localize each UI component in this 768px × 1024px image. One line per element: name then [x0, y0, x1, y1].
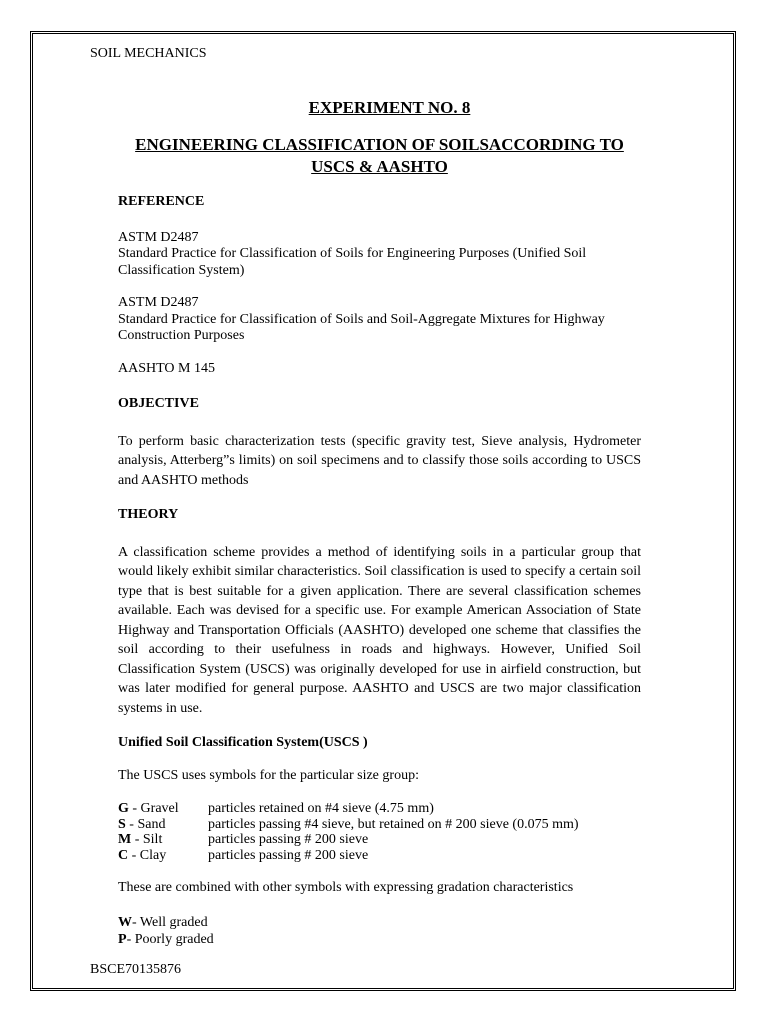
reference-heading: REFERENCE	[118, 194, 205, 209]
symbol-letter: M	[118, 832, 132, 847]
gradation-row	[118, 931, 641, 948]
symbol-name: - Sand	[125, 816, 166, 832]
symbol-row	[118, 832, 641, 848]
reference-desc: Standard Practice for Classification of Soils for Engineering Purposes (Unified Soil	[118, 246, 587, 261]
symbol-row	[118, 848, 641, 864]
uscs-intro: The USCS uses symbols for the particular size group:	[118, 767, 419, 783]
symbol-name: - Gravel	[128, 801, 179, 816]
gradation-name: - Well graded	[132, 914, 208, 930]
reference-code: ASTM D2487	[118, 229, 199, 245]
title-line-1: ENGINEERING CLASSIFICATION OF SOILSACCORDING TO	[135, 135, 624, 154]
gradation-row	[118, 914, 641, 931]
reference-desc: Construction Purposes	[118, 328, 245, 343]
symbol-desc: particles retained on #4 sieve (4.75 mm)	[208, 801, 434, 816]
symbol-list	[118, 801, 641, 863]
symbol-desc: particles passing # 200 sieve	[208, 832, 369, 847]
experiment-number: EXPERIMENT NO. 8	[308, 98, 471, 117]
objective-heading: OBJECTIVE	[118, 396, 199, 411]
gradation-list	[118, 914, 641, 948]
gradation-letter: W	[118, 914, 132, 930]
reference-code: ASTM D2487	[118, 295, 199, 310]
symbol-desc: particles passing #4 sieve, but retained on # 200 sieve (0.075 mm)	[208, 816, 579, 832]
reference-desc: Classification System)	[118, 262, 245, 278]
uscs-heading: Unified Soil Classification System(USCS )	[118, 735, 368, 750]
gradation-letter: P	[118, 931, 127, 947]
symbol-letter: S	[118, 816, 126, 832]
symbol-row	[118, 817, 641, 833]
document-title	[118, 134, 641, 178]
combined-text: These are combined with other symbols with expressing gradation characteristics	[118, 880, 574, 895]
symbol-desc: particles passing # 200 sieve	[208, 847, 369, 863]
symbol-letter: C	[118, 847, 129, 863]
symbol-name: - Clay	[128, 847, 167, 863]
symbol-letter: G	[118, 801, 129, 816]
running-footer: BSCE70135876	[90, 962, 182, 977]
document-body	[118, 98, 641, 948]
reference-desc: Standard Practice for Classification of Soils and Soil-Aggregate Mixtures for Highway	[118, 311, 605, 327]
reference-item	[118, 230, 641, 280]
running-header: SOIL MECHANICS	[90, 46, 207, 61]
theory-paragraph: A classification scheme provides a method of identifying soils in a particular group that would likely exhibit similar characteristics. Soil classification is used to specify a certain soil type that is best suitable for a given application. There are several classification schemes available. Each was devised for a specific use. For example American Association of State Highway and Transportation Officials (AASHTO) developed one scheme that classifies the soil according to their usefulness in roads and highways. However, Unified Soil Classification System (USCS) was originally developed for use in airfield construction, but was later modified for general purpose. AASHTO and USCS are two major classification systems in use.	[118, 544, 641, 716]
gradation-name: - Poorly graded	[126, 931, 214, 947]
reference-item	[118, 295, 641, 345]
title-line-2: USCS & AASHTO	[311, 157, 448, 176]
reference-code: AASHTO M 145	[118, 360, 215, 376]
symbol-name: - Silt	[131, 832, 163, 847]
reference-item	[118, 361, 641, 378]
theory-heading: THEORY	[118, 507, 179, 522]
symbol-row	[118, 801, 641, 817]
objective-paragraph: To perform basic characterization tests (specific gravity test, Sieve analysis, Hydrometer analysis, Atterberg”s limits) on soil specimens and to classify those soils according to USCS and AASHTO methods	[118, 433, 641, 488]
